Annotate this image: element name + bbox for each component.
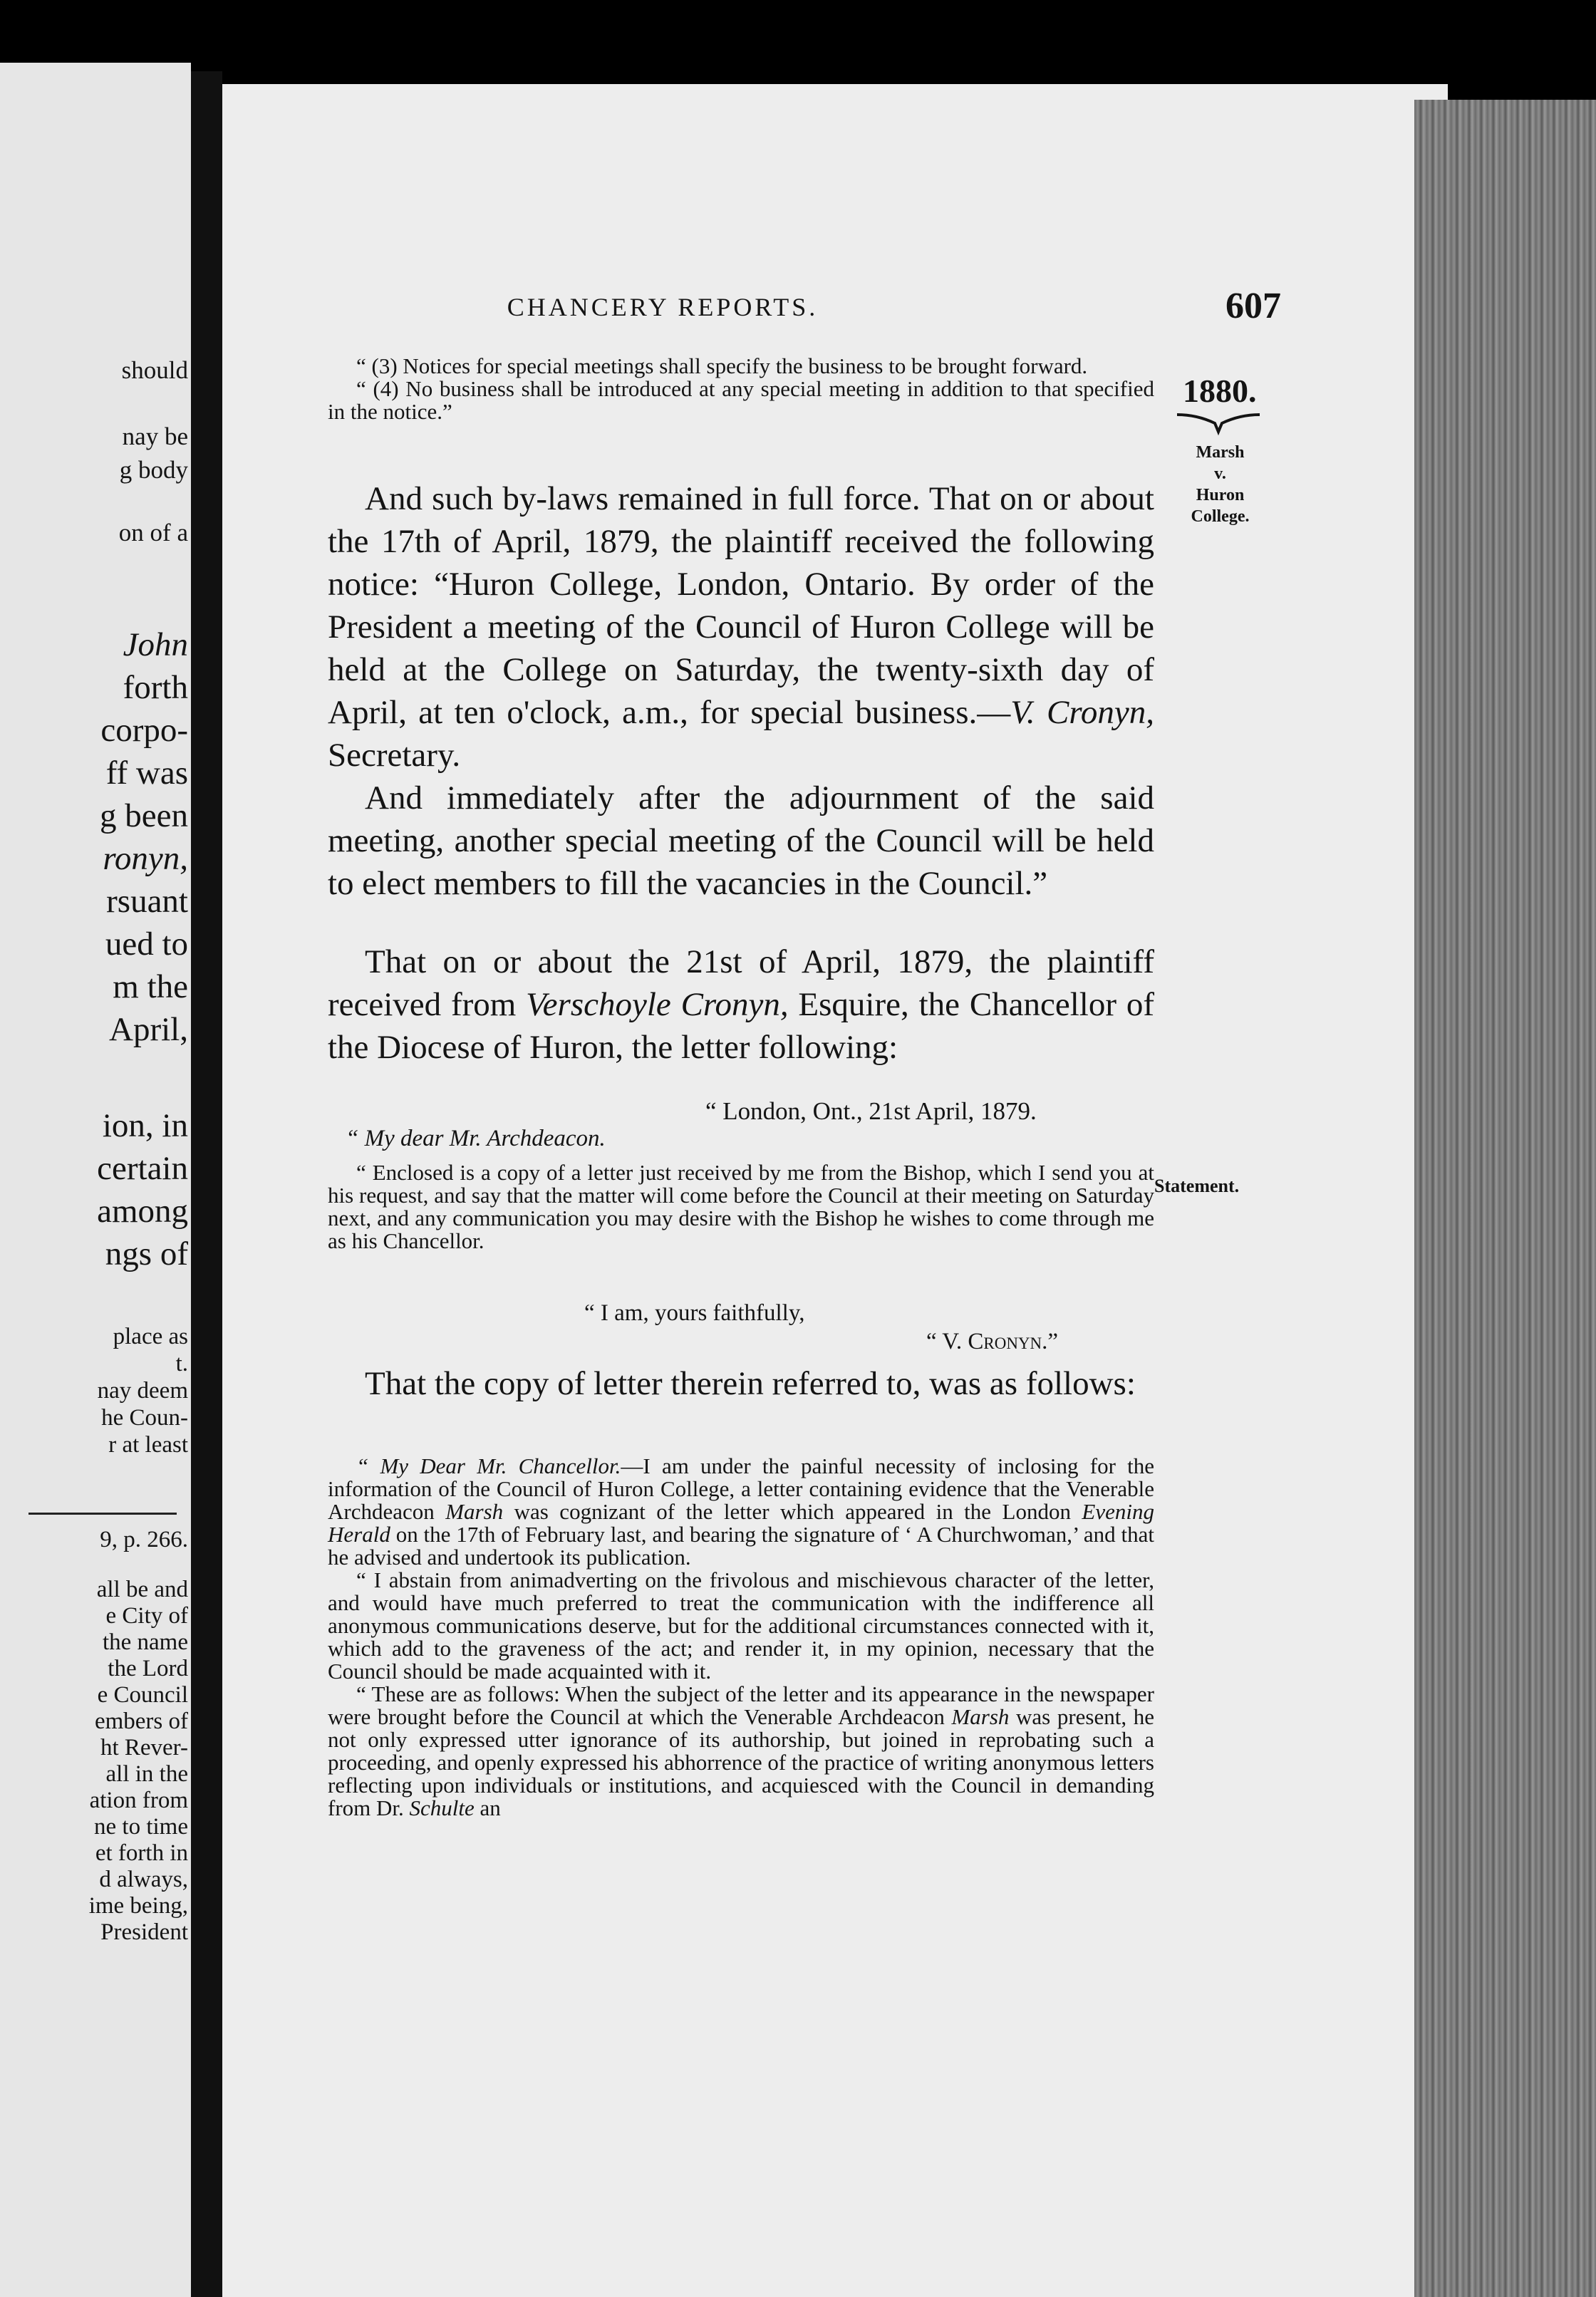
facing-page-text: corpo-: [100, 712, 188, 749]
letter-text: —I am under the painful necessity of inclosing for the information of the Council of Huron College, a letter containing evidence that the Venerable Archdeacon: [328, 1453, 1154, 1524]
paragraph-text: Secretary.: [328, 737, 461, 774]
margin-statement: Statement.: [1154, 1176, 1240, 1196]
facing-page-text: ne to time: [94, 1814, 188, 1840]
facing-page-text: ation from: [89, 1788, 188, 1813]
newspaper-name: Evening Herald: [328, 1499, 1154, 1547]
facing-page-text: certain: [97, 1150, 188, 1187]
paragraph-2: And immediately after the adjournment of the said meeting, another special meeting of the Council will be held to elect members to fill the vacancies in the Council.”: [328, 779, 1154, 902]
letter-dateline: “ London, Ont., 21st April, 1879.: [705, 1097, 1037, 1125]
case-title-line: Huron: [1196, 486, 1245, 504]
letter-text: an: [474, 1795, 501, 1820]
facing-page-text: rsuant: [106, 883, 188, 920]
facing-page-text: the Lord: [108, 1656, 188, 1681]
facing-page-text: t.: [175, 1351, 188, 1376]
letter-1-body: [328, 1161, 1154, 1253]
letter-salutation: “ My dear Mr. Archdeacon.: [346, 1126, 606, 1151]
case-title-line: v.: [1214, 465, 1226, 483]
letter-text: “ I abstain from animadverting on the frivolous and mischievous character of the letter, and would have much preferred to treat the communication with the indifference all anonymous communications deserve, but for the additional circumstances connected with it, which add to the graveness of the act; and render it, in my opinion, necessary that the Council should be made acquainted with it.: [328, 1567, 1154, 1684]
letter-text: “ Enclosed is a copy of a letter just received by me from the Bishop, which I send you at his request, and say that the matter will come before the Council at their meeting on Saturday next, and any communication you may desire with the Bishop he wishes to come through me as his Chancellor.: [328, 1160, 1154, 1253]
facing-page-text: e City of: [105, 1603, 188, 1629]
paragraph-text: That on or about the 21st of April, 1879, the plaintiff received from: [328, 943, 1154, 1023]
facing-page-text: place as: [113, 1324, 188, 1349]
facing-page-text: ued to: [105, 925, 188, 963]
paragraph-1: [328, 477, 1154, 905]
margin-year: 1880.: [1183, 373, 1257, 409]
bylaw-4: “ (4) No business shall be introduced at any special meeting in addition to that specified in the notice.”: [328, 376, 1154, 424]
facing-page-text: ngs of: [105, 1235, 188, 1272]
footnote-rule: [28, 1513, 177, 1515]
page-edges: [1414, 100, 1596, 2297]
chancellor-name: Verschoyle Cronyn,: [526, 986, 789, 1023]
facing-page-text: among: [97, 1193, 188, 1230]
facing-page-text: 9, p. 266.: [100, 1527, 188, 1552]
facing-page-text: the name: [102, 1629, 188, 1655]
letter-text: on the 17th of February last, and bearing the signature of ‘ A Churchwoman,’ and that he advised and undertook its publication.: [328, 1522, 1154, 1570]
letter-signature: “ V. Cronyn.”: [926, 1329, 1059, 1354]
facing-page-text: forth: [123, 669, 188, 706]
archdeacon-name: Marsh: [951, 1704, 1010, 1729]
facing-page-text: all be and: [96, 1577, 188, 1602]
letter-text: “ These are as follows: When the subject of the letter and its appearance in the newspaper were brought before the Council at which the Venerable Archdeacon: [328, 1681, 1154, 1729]
facing-page-text: et forth in: [95, 1840, 188, 1866]
facing-page-text: g body: [119, 456, 188, 484]
case-title-line: Marsh: [1196, 443, 1245, 462]
facing-page-text: all in the: [105, 1761, 188, 1787]
facing-page-text: ronyn,: [103, 840, 188, 877]
facing-page-text: g been: [100, 797, 188, 834]
facing-page-text: m the: [113, 968, 188, 1005]
facing-page-text: he Coun-: [101, 1405, 188, 1431]
facing-page-text: ht Rever-: [100, 1735, 188, 1761]
book-gutter: [191, 71, 222, 2297]
facing-page-text: nay deem: [97, 1378, 188, 1404]
facing-page-text: e Council: [97, 1682, 188, 1708]
facing-page-text: April,: [109, 1011, 188, 1048]
paragraph-text: That the copy of letter therein referred to, was as follows:: [365, 1365, 1136, 1402]
letter-salutation: “ My Dear Mr. Chancellor.: [356, 1453, 621, 1478]
letter-closing: “ I am, yours faithfully,: [584, 1300, 805, 1326]
brace-icon: [1176, 410, 1261, 439]
paragraph-3: [328, 940, 1154, 1069]
bylaw-3: “ (3) Notices for special meetings shall specify the business to be brought forward.: [356, 353, 1088, 378]
facing-page-text: ime being,: [88, 1893, 188, 1919]
letter-2-body: [328, 1455, 1154, 1820]
facing-page-text: should: [121, 356, 188, 384]
running-title: CHANCERY REPORTS.: [507, 293, 819, 321]
facing-page-text: d always,: [99, 1867, 188, 1892]
case-title: [1158, 442, 1282, 527]
facing-page-text: embers of: [94, 1709, 188, 1734]
facing-page-text: President: [100, 1919, 188, 1945]
letter-text: was cognizant of the letter which appeared in the London: [503, 1499, 1082, 1524]
case-title-line: College.: [1191, 507, 1250, 526]
doctor-name: Schulte: [409, 1795, 475, 1820]
facing-page-text: on of a: [118, 519, 188, 546]
paragraph-text: And such by-laws remained in full force. That on or about the 17th of April, 1879, the plaintiff received the following notice: “Huron College, London, Ontario. By order of the President a meeting of the Council of Huron College will be held at the College on Saturday, the twenty-sixth day of April, at ten o'clock, a.m., for special business.—: [328, 480, 1154, 731]
paragraph-text: Esquire, the Chancellor of the Diocese of Huron, the letter following:: [328, 986, 1154, 1066]
archdeacon-name: Marsh: [445, 1499, 504, 1524]
bylaws: [328, 355, 1154, 423]
letter-text: was present, he not only expressed utter ignorance of its authorship, but joined in reprobating such a proceeding, and openly expressed his abhorrence of the practice of writing anonymous letters reflecting upon individuals or institutions, and acquiesced with the Council in demanding from Dr.: [328, 1704, 1154, 1820]
page-number: 607: [1226, 286, 1281, 326]
facing-page-text: ion, in: [102, 1107, 188, 1144]
facing-page-text: r at least: [108, 1432, 188, 1458]
paragraph-4: [328, 1362, 1154, 1405]
facing-page-text: nay be: [122, 422, 188, 450]
facing-page-text: John: [123, 626, 188, 663]
secretary-name: V. Cronyn,: [1010, 694, 1154, 731]
facing-page-text: ff was: [105, 755, 188, 792]
facing-page: [0, 63, 191, 2297]
